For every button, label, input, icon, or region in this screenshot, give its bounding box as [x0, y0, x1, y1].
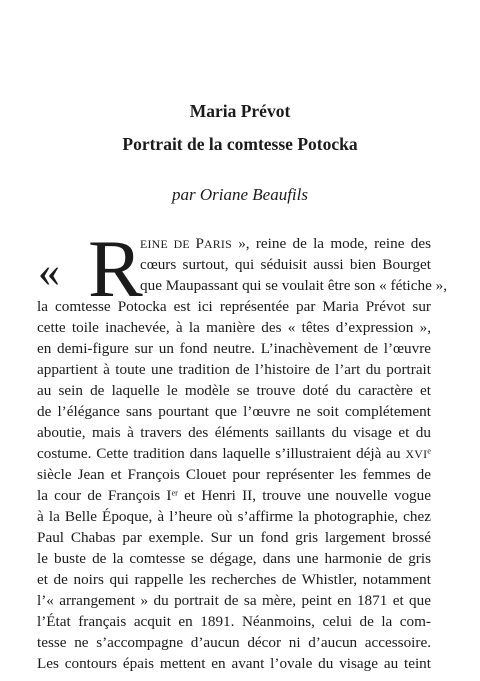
body-line: Les contours épais mettent en avant l’ovale du visage au teint [37, 655, 431, 672]
body-line: l’« arrangement » du portrait de sa mère, peint en 1871 et que [37, 592, 431, 609]
byline: par Oriane Beaufils [172, 185, 308, 204]
body-line: cœurs surtout, qui séduisit aussi bien Bourget [140, 256, 431, 273]
body-line: la comtesse Potocka est ici représentée par Maria Prévot sur [37, 298, 431, 315]
body-line: appartient à toute une tradition de l’histoire de l’art du portrait [37, 361, 431, 378]
opening-quote-mark: « [38, 247, 60, 296]
body-line: la cour de François Ier et Henri II, trouve une nouvelle vogue [37, 487, 431, 504]
body-line: le buste de la comtesse se dégage, dans une harmonie de gris [37, 550, 431, 567]
body-line: siècle Jean et François Clouet pour représenter les femmes de [37, 466, 431, 483]
drop-cap: R [88, 223, 143, 314]
body-line: EINE DE PARIS », reine de la mode, reine des [140, 235, 431, 252]
body-line: cette toile inachevée, à la manière des « têtes d’expression », [37, 319, 431, 336]
body-line: de l’élégance sans pourtant que l’œuvre ne soit complétement [37, 403, 431, 420]
body-line: à la Belle Époque, à l’heure où s’affirme la photographie, chez [37, 508, 431, 525]
artwork-title: Portrait de la comtesse Potocka [122, 134, 358, 154]
body-line: tesse ne s’accompagne d’aucun décor ni d’aucun accessoire. [37, 634, 431, 651]
body-line: Paul Chabas par exemple. Sur un fond gris largement brossé [37, 529, 431, 546]
body-line: l’État français acquit en 1891. Néanmoins, celui de la com- [37, 613, 431, 630]
body-line: costume. Cette tradition dans laquelle s’illustraient déjà au XVIe [37, 445, 431, 462]
body-line: que Maupassant qui se voulait être son « fétiche », [140, 277, 448, 294]
author-title: Maria Prévot [189, 101, 291, 121]
body-line: aboutie, mais à travers des éléments saillants du visage et du [37, 424, 431, 441]
body-line: en demi-figure sur un fond neutre. L’inachèvement de l’œuvre [37, 340, 431, 357]
body-line: au sein de laquelle le modèle se trouve doté du caractère et [37, 382, 431, 399]
body-line: et de noirs qui rappelle les recherches de Whistler, notamment [37, 571, 431, 588]
